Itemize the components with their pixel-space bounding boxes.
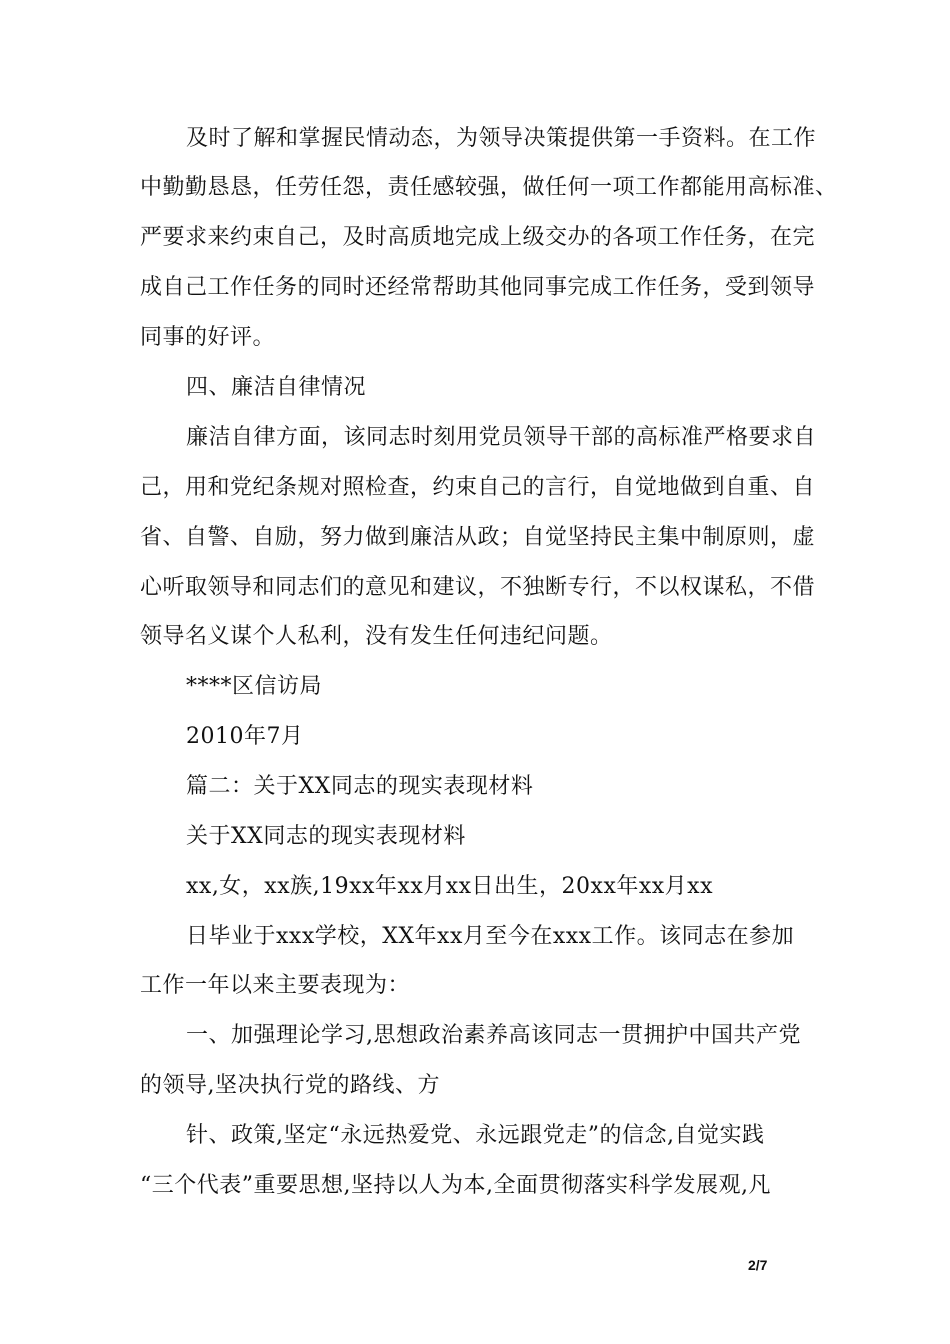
paragraph-line: 己，用和党纪条规对照检查，约束自己的言行，自觉地做到自重、自 xyxy=(140,475,816,500)
paragraph-line: 及时了解和掌握民情动态，为领导决策提供第一手资料。在工作 xyxy=(186,126,817,151)
paragraph-line: 针、政策,坚定“永远热爱党、永远跟党走”的信念,自觉实践 xyxy=(186,1123,765,1148)
paragraph-line: 省、自警、自励，努力做到廉洁从政；自觉坚持民主集中制原则，虚 xyxy=(140,525,816,550)
paragraph-line: 中勤勤恳恳，任劳任怨，责任感较强，做任何一项工作都能用高标准、 xyxy=(140,175,838,200)
paragraph-line: 廉洁自律方面，该同志时刻用党员领导干部的高标准严格要求自 xyxy=(186,425,817,450)
paragraph-line: 的领导,坚决执行党的路线、方 xyxy=(140,1073,440,1098)
document-title: 关于XX同志的现实表现材料 xyxy=(186,824,466,849)
chapter-title: 篇二：关于XX同志的现实表现材料 xyxy=(186,774,534,799)
paragraph-line: 领导名义谋个人私利，没有发生任何违纪问题。 xyxy=(140,624,613,649)
paragraph-line: 日毕业于xxx学校，XX年xx月至今在xxx工作。该同志在参加 xyxy=(186,924,795,949)
page-number: 2/7 xyxy=(748,1257,768,1273)
paragraph-line: “三个代表”重要思想,坚持以人为本,全面贯彻落实科学发展观,凡 xyxy=(140,1173,771,1198)
paragraph-line: xx,女，xx族,19xx年xx月xx日出生，20xx年xx月xx xyxy=(186,874,713,899)
paragraph-line: 一、加强理论学习,思想政治素养高该同志一贯拥护中国共产党 xyxy=(186,1023,801,1048)
signature-organization: ****区信访局 xyxy=(186,674,323,699)
paragraph-line: 工作一年以来主要表现为： xyxy=(140,973,411,998)
paragraph-line: 同事的好评。 xyxy=(140,325,276,350)
paragraph-line: 心听取领导和同志们的意见和建议，不独断专行，不以权谋私，不借 xyxy=(140,575,816,600)
signature-date: 2010年7月 xyxy=(186,724,304,749)
paragraph-line: 成自己工作任务的同时还经常帮助其他同事完成工作任务，受到领导 xyxy=(140,275,816,300)
section-heading: 四、廉洁自律情况 xyxy=(186,375,367,400)
paragraph-line: 严要求来约束自己，及时高质地完成上级交办的各项工作任务，在完 xyxy=(140,225,816,250)
